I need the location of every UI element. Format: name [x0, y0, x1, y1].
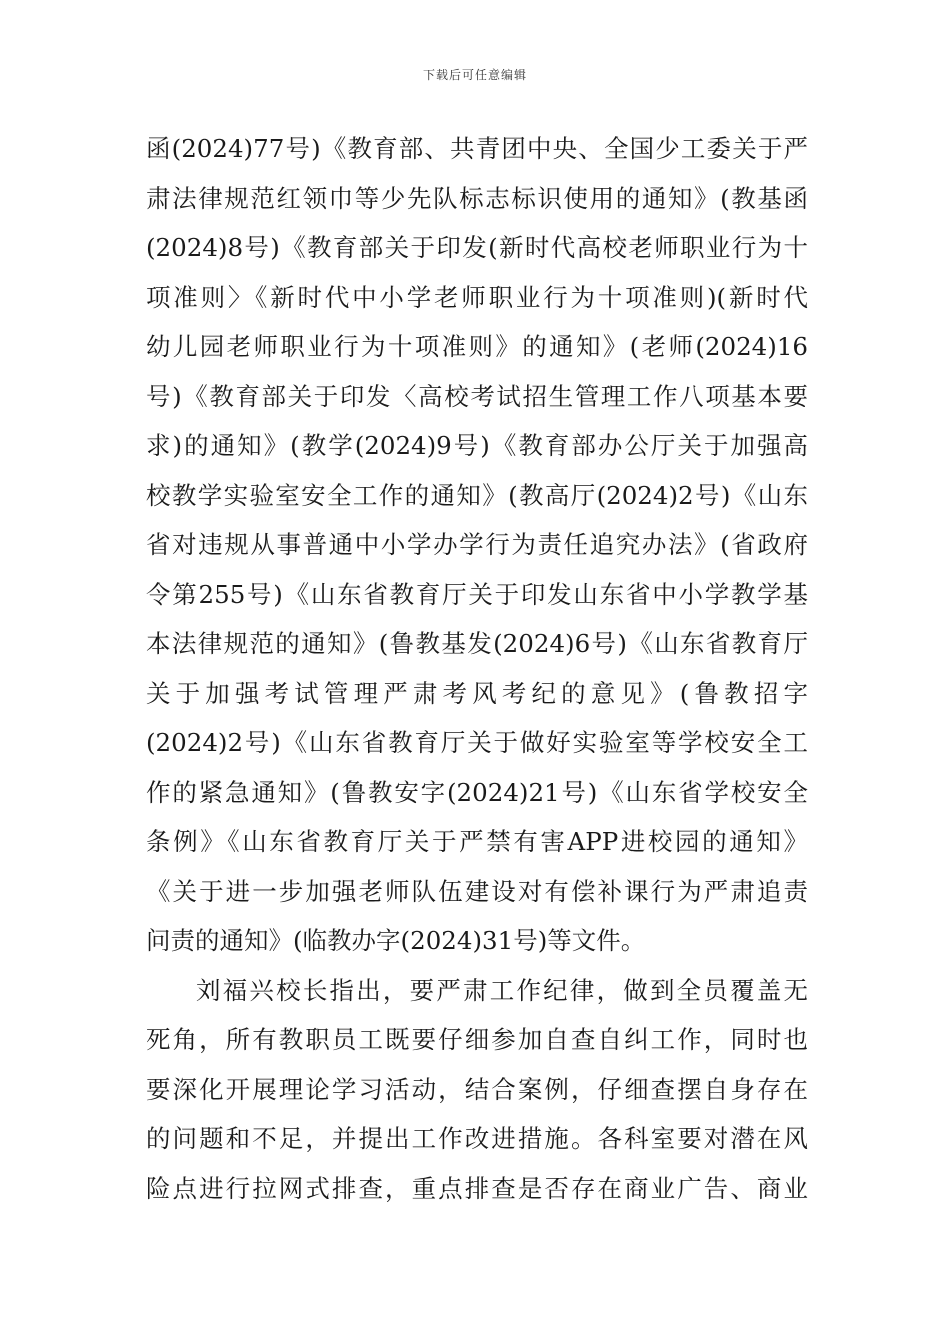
- text-line: 校教学实验室安全工作的通知》(教高厅(2024)2号)《山东: [146, 480, 808, 510]
- text-line: 令第255号)《山东省教育厅关于印发山东省中小学教学基: [146, 579, 808, 609]
- page-header: 下载后可任意编辑: [422, 68, 527, 82]
- paragraph-2: [146, 966, 808, 1214]
- text-line: 死角，所有教职员工既要仔细参加自查自纠工作，同时也: [146, 1025, 808, 1054]
- text-line: 求)的通知》(教学(2024)9号)《教育部办公厅关于加强高: [146, 431, 808, 460]
- text-line: (2024)8号)《教育部关于印发(新时代高校老师职业行为十: [146, 233, 808, 262]
- text-line: 险点进行拉网式排查，重点排查是否存在商业广告、商业: [146, 1173, 808, 1203]
- text-line: 关于加强考试管理严肃考风考纪的意见》(鲁教招字: [146, 678, 808, 708]
- text-line: 项准则〉《新时代中小学老师职业行为十项准则)(新时代: [146, 282, 808, 312]
- paragraph-1: [146, 124, 808, 966]
- text-line: 《关于进一步加强老师队伍建设对有偿补课行为严肃追责: [146, 876, 808, 906]
- text-line: 本法律规范的通知》(鲁教基发(2024)6号)《山东省教育厅: [146, 629, 808, 658]
- text-line: 作的紧急通知》(鲁教安字(2024)21号)《山东省学校安全: [146, 777, 808, 807]
- text-line: 刘福兴校长指出，要严肃工作纪律，做到全员覆盖无: [196, 975, 808, 1005]
- text-line: 幼儿园老师职业行为十项准则》的通知》(老师(2024)16: [146, 332, 808, 361]
- text-line: 肃法律规范红领巾等少先队标志标识使用的通知》(教基函: [146, 183, 808, 213]
- text-line: (2024)2号)《山东省教育厅关于做好实验室等学校安全工: [146, 728, 808, 757]
- text-line: 省对违规从事普通中小学办学行为责任追究办法》(省政府: [146, 530, 808, 559]
- text-line: 问责的通知》(临教办字(2024)31号)等文件。: [146, 926, 646, 955]
- text-line: 条例》《山东省教育厅关于严禁有害APP进校园的通知》: [146, 827, 808, 856]
- text-line: 的问题和不足，并提出工作改进措施。各科室要对潜在风: [146, 1124, 808, 1153]
- text-line: 号)《教育部关于印发〈高校考试招生管理工作八项基本要: [146, 381, 808, 411]
- text-line: 函(2024)77号)《教育部、共青团中央、全国少工委关于严: [146, 134, 808, 163]
- document-body: [146, 124, 808, 1213]
- text-line: 要深化开展理论学习活动，结合案例，仔细查摆自身存在: [146, 1074, 808, 1104]
